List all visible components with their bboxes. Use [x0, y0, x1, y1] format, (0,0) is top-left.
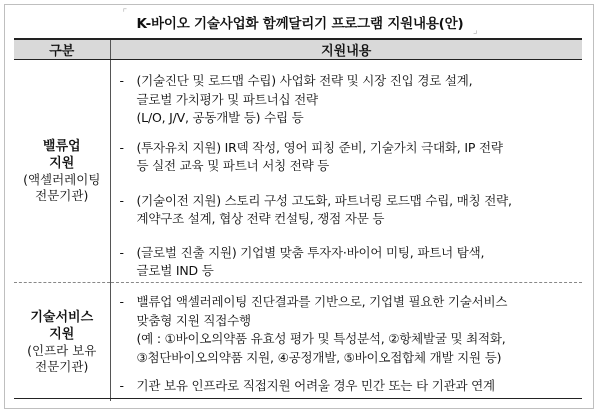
item-line: 맞춤형 지원 직접수행 — [136, 312, 251, 328]
content-cell — [110, 283, 582, 402]
item-line: ③첨단바이오의약품 지원, ④공정개발, ⑤바이오접합체 개발 지원 등) — [136, 349, 502, 365]
category-cell-tech-service — [14, 283, 110, 402]
support-table — [14, 38, 582, 401]
item-line: 밸류업 액셀러레이팅 진단결과를 기반으로, 기업별 필요한 기술서비스 — [136, 294, 508, 309]
category-sub: 전문기관) — [35, 359, 89, 374]
header-content: 지원내용 — [110, 39, 582, 60]
content-cell — [110, 60, 582, 283]
page-title-text: K-바이오 기술사업화 함께달리기 프로그램 지원내용(안) — [136, 16, 464, 32]
bullet-dash: - — [119, 73, 124, 88]
bullet-dash: - — [119, 294, 124, 309]
page-title — [122, 8, 478, 36]
table-row — [14, 283, 582, 402]
corner-bracket-right-icon: ⌟ — [472, 25, 478, 36]
list-item — [111, 139, 583, 176]
item-line: 글로벌 가치평가 및 파트너십 전략 — [136, 91, 318, 107]
bullet-dash: - — [119, 244, 124, 260]
list-item — [111, 377, 583, 396]
item-line: (글로벌 진출 지원) 기업별 맞춤 투자자·바이어 미팅, 파트너 탐색, — [136, 244, 485, 260]
list-item — [111, 72, 583, 128]
title-area — [0, 8, 600, 36]
bullet-dash: - — [119, 378, 124, 393]
header-category: 구분 — [14, 39, 110, 60]
item-line: (예 : ①바이오의약품 유효성 평가 및 특성분석, ②항체발굴 및 최적화, — [136, 331, 506, 346]
item-line: (기술이전 지원) 스토리 구성 고도화, 파트너링 로드맵 수립, 매칭 전략, — [136, 192, 512, 208]
item-line: (L/O, J/V, 공동개발 등) 수립 등 — [136, 110, 304, 125]
category-name: 기술서비스 — [30, 310, 94, 325]
bullet-dash: - — [119, 192, 124, 208]
item-line: 계약구조 설계, 협상 전략 컨설팅, 쟁점 자문 등 — [136, 211, 385, 226]
category-cell-valueup — [14, 60, 110, 283]
category-name: 지원 — [49, 327, 75, 342]
item-line: (투자유치 지원) IR덱 작성, 영어 피칭 준비, 기술가치 극대화, IP 전략 — [136, 139, 503, 155]
list-item — [111, 244, 583, 281]
table-row — [14, 60, 582, 283]
corner-bracket-left-icon: ⌜ — [122, 8, 128, 19]
item-line: (기술진단 및 로드맵 수립) 사업화 전략 및 시장 진입 경로 설계, — [136, 73, 473, 88]
list-item — [111, 192, 583, 229]
category-name: 밸류업 — [42, 139, 81, 154]
bullet-dash: - — [119, 139, 124, 155]
table-bottom-rule — [14, 398, 582, 399]
category-sub: (액셀러레이팅 — [23, 172, 101, 187]
list-item — [111, 293, 583, 367]
category-sub: 전문기관) — [35, 188, 89, 203]
item-line: 기관 보유 인프라로 직접지원 어려울 경우 민간 또는 타 기관과 연계 — [136, 378, 495, 393]
table-header-row — [14, 39, 582, 60]
item-line: 등 실전 교육 및 파트너 서칭 전략 등 — [136, 158, 330, 173]
category-name: 지원 — [49, 156, 75, 171]
item-line: 글로벌 IND 등 — [136, 263, 214, 278]
category-sub: (인프라 보유 — [27, 343, 97, 358]
